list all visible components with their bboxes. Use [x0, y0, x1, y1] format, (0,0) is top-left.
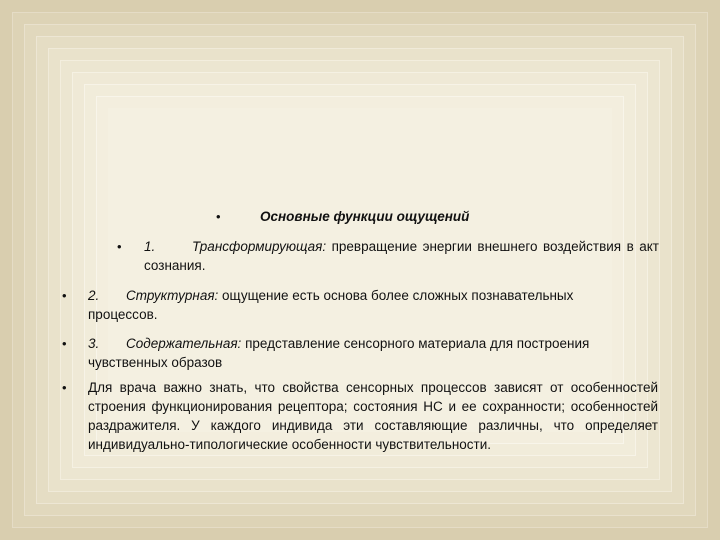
list-item — [88, 286, 608, 324]
item-number: 2. — [88, 288, 100, 303]
list-item — [88, 334, 628, 372]
item-number: 1. — [144, 239, 156, 254]
list-item — [144, 237, 659, 275]
item-text: превращение энергии внешнего воздействия в акт сознания. — [144, 239, 659, 273]
bullet-icon: • — [62, 336, 67, 351]
bullet-icon: • — [62, 288, 67, 303]
item-number: 3. — [88, 336, 100, 351]
item-text: представление сенсорного материала для построения чувственных образов — [88, 336, 590, 370]
slide-title: Основные функции ощущений — [260, 209, 470, 224]
item-term: Трансформирующая: — [192, 239, 327, 254]
item-text: ощущение есть основа более сложных познавательных процессов. — [88, 288, 574, 322]
bullet-icon: • — [117, 239, 122, 254]
item-term: Содержательная: — [126, 336, 242, 351]
body-paragraph: Для врача важно знать, что свойства сенсорных процессов зависят от особенностей строения функционирования рецептора; состояния НС и ее сохранности; особенностей раздражителя. У каждого индивида эти составляющие различны, что определяет индивидуально-типологические особенности чувствительности. — [88, 380, 658, 452]
bullet-icon: • — [62, 380, 67, 395]
bullet-icon: • — [216, 209, 221, 224]
item-term: Структурная: — [126, 288, 219, 303]
